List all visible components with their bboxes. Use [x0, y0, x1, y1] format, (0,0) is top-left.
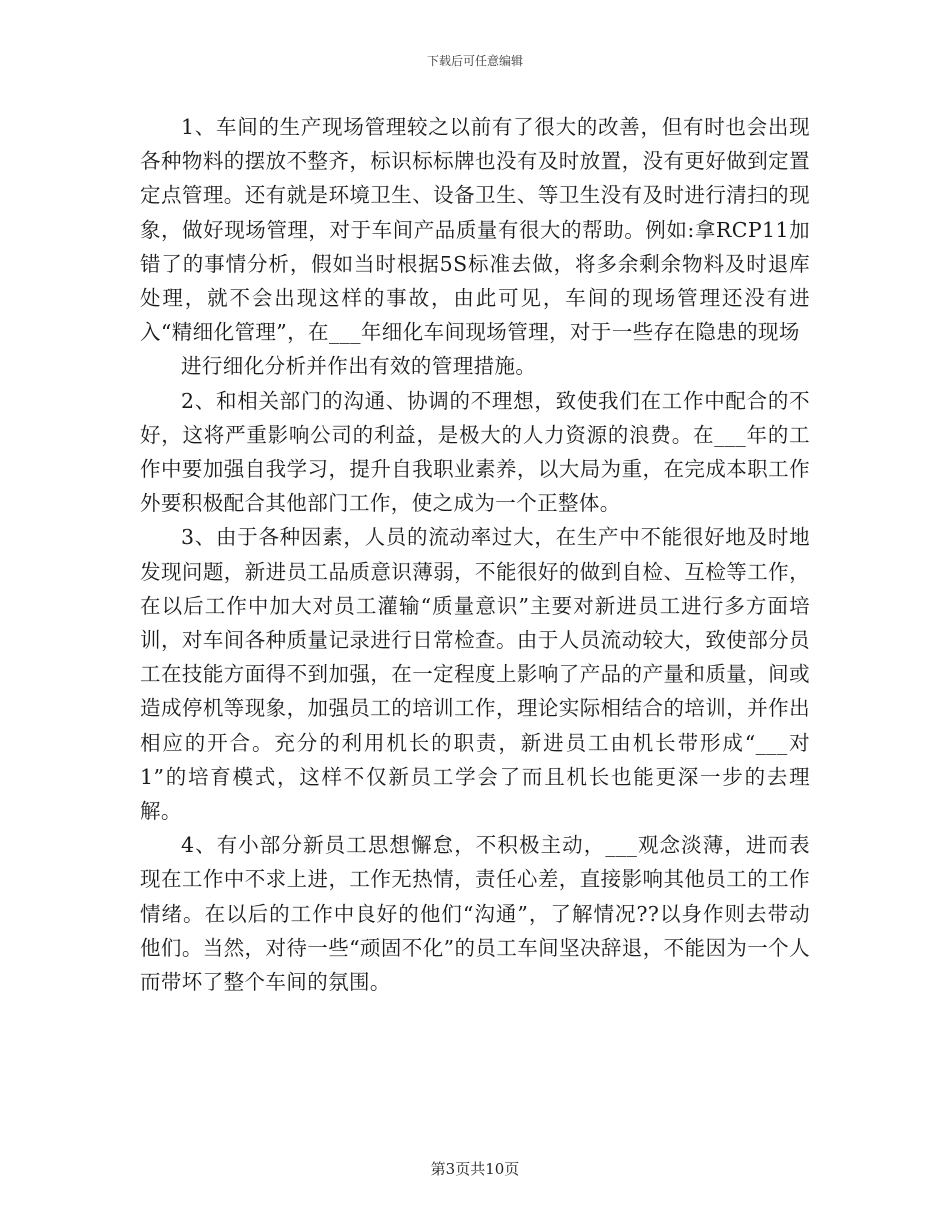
- paragraph-1: 1、车间的生产现场管理较之以前有了很大的改善，但有时也会出现各种物料的摆放不整齐，标识标标牌也没有及时放置，没有更好做到定置定点管理。还有就是环境卫生、设备卫生、等卫生没有及时进行清扫的现象，做好现场管理，对于车间产品质量有很大的帮助。例如:拿RCP11加错了的事情分析，假如当时根据5S标准去做，将多余剩余物料及时退库处理，就不会出现这样的事故，由此可见，车间的现场管理还没有进入“精细化管理”，在___年细化车间现场管理，对于一些存在隐患的现场: [140, 115, 810, 345]
- paragraph-3: 3、由于各种因素，人员的流动率过大，在生产中不能很好地及时地发现问题，新进员工品质意识薄弱，不能很好的做到自检、互检等工作，在以后工作中加大对员工灌输“质量意识”主要对新进员工进行多方面培训，对车间各种质量记录进行日常检查。由于人员流动较大，致使部分员工在技能方面得不到加强，在一定程度上影响了产品的产量和质量，间或造成停机等现象，加强员工的培训工作，理论实际相结合的培训，并作出相应的开合。充分的利用机长的职责，新进员工由机长带形成“___对1”的培育模式，这样不仅新员工学会了而且机长也能更深一步的去理解。: [140, 525, 810, 824]
- page-header: 下载后可任意编辑: [426, 54, 523, 68]
- page-number: 第3页共10页: [430, 1160, 520, 1178]
- document-body: [140, 110, 810, 999]
- paragraph-2: 2、和相关部门的沟通、协调的不理想，致使我们在工作中配合的不好，这将严重影响公司的利益，是极大的人力资源的浪费。在___年的工作中要加强自我学习，提升自我职业素养，以大局为重，在完成本职工作外要积极配合其他部门工作，使之成为一个正整体。: [140, 388, 810, 516]
- paragraph-1-continued: 进行细化分析并作出有效的管理措施。: [181, 354, 537, 379]
- paragraph-4: 4、有小部分新员工思想懈怠，不积极主动，___观念淡薄，进而表现在工作中不求上进，工作无热情，责任心差，直接影响其他员工的工作情绪。在以后的工作中良好的他们“沟通”，了解情况??以身作则去带动他们。当然，对待一些“顽固不化”的员工车间坚决辞退，不能因为一个人而带坏了整个车间的氛围。: [140, 833, 810, 995]
